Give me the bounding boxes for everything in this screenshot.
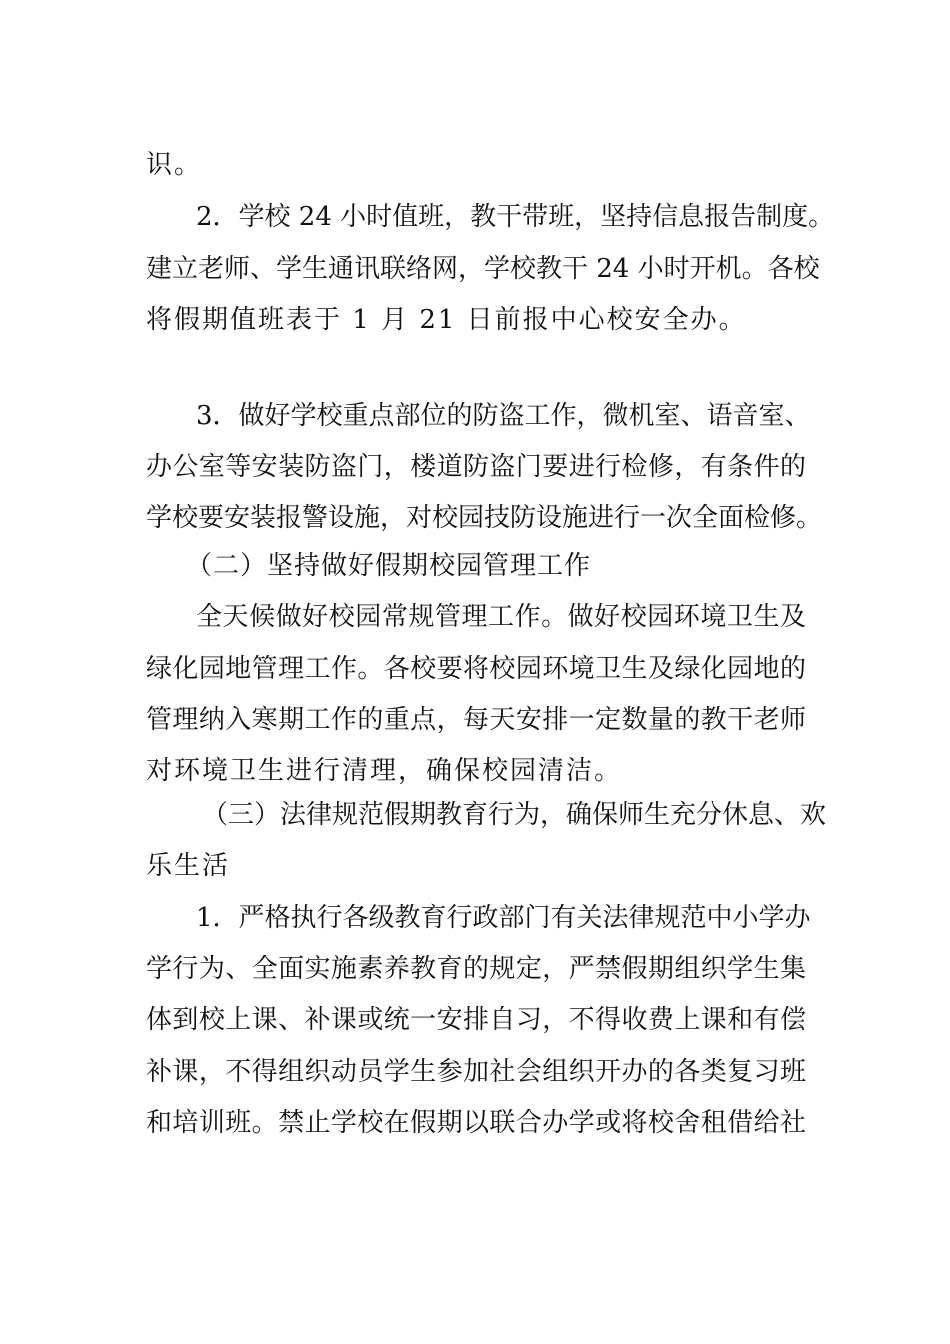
text-line: 对环境卫生进行清理，确保校园清洁。 [146,756,623,786]
text-line: 将假期值班表于 1 月 21 日前报中心校安全办。 [146,305,747,335]
section-heading: （三）法律规范假期教育行为，确保师生充分休息、欢 [202,800,827,830]
text-line: 体到校上课、补课或统一安排自习，不得收费上课和有偿 [146,1005,806,1035]
text-line: 3．做好学校重点部位的防盗工作，微机室、语音室、 [196,401,811,431]
text-line: 建立老师、学生通讯联络网，学校教干 24 小时开机。各校 [146,254,820,284]
section-heading: 乐生活 [146,851,231,881]
text-line: 补课，不得组织动员学生参加社会组织开办的各类复习班 [146,1057,806,1087]
text-line: 识。 [146,150,203,180]
text-line: 绿化园地管理工作。各校要将校园环境卫生及绿化园地的 [146,654,806,684]
text-line: 1．严格执行各级教育行政部门有关法律规范中小学办 [196,903,811,933]
text-line: 管理纳入寒期工作的重点，每天安排一定数量的教干老师 [146,705,806,735]
text-line: 和培训班。禁止学校在假期以联合办学或将校舍租借给社 [146,1108,806,1138]
text-line: 2．学校 24 小时值班，教干带班，坚持信息报告制度。 [196,202,835,232]
text-line: 全天候做好校园常规管理工作。做好校园环境卫生及 [196,602,806,632]
text-line: 学校要安装报警设施，对校园技防设施进行一次全面检修。 [146,503,823,533]
section-heading: （二）坚持做好假期校园管理工作 [186,551,592,581]
text-line: 办公室等安装防盗门，楼道防盗门要进行检修，有条件的 [146,452,806,482]
text-line: 学行为、全面实施素养教育的规定，严禁假期组织学生集 [146,954,806,984]
